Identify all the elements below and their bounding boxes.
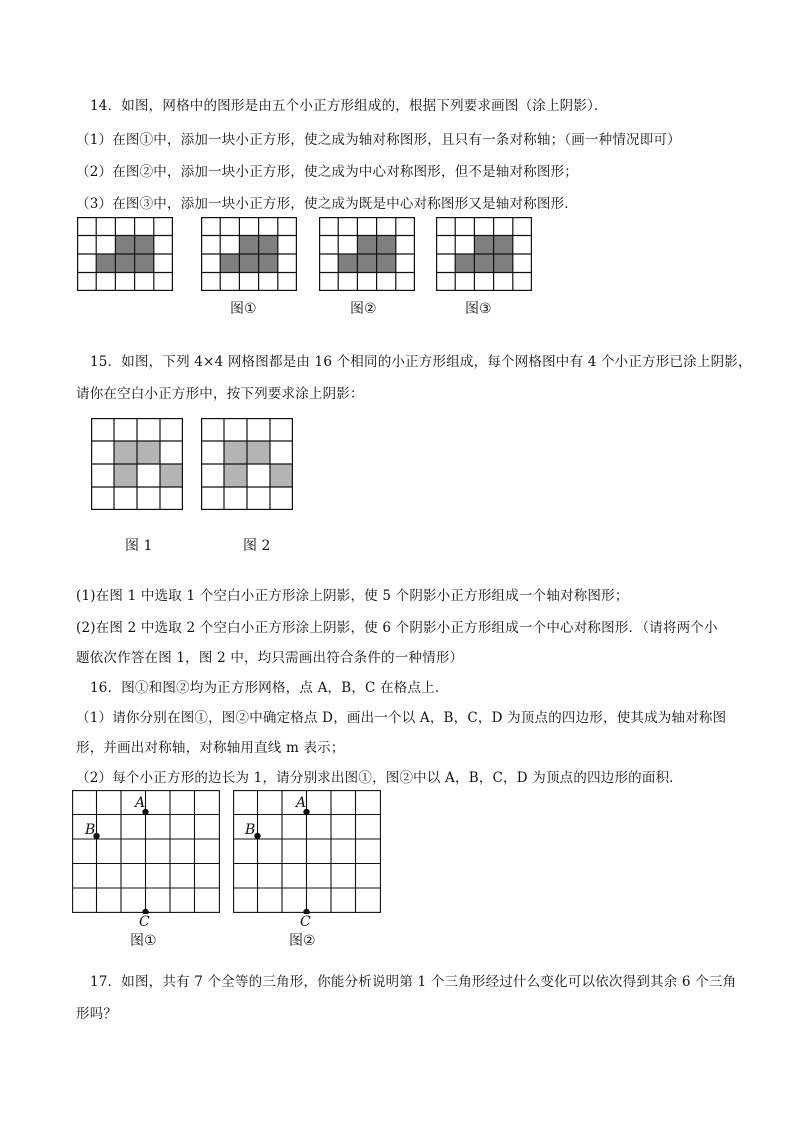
q16-part1-line2: 形，并画出对称轴，对称轴用直线 m 表示； xyxy=(76,740,345,756)
q15-grid-2 xyxy=(201,418,293,510)
q16-1-label-b: B xyxy=(85,822,96,838)
q15-stem-1: 15．如图，下列 4×4 网格图都是由 16 个相同的小正方形组成，每个网格图中有 4 个小正方形已涂上阴影， xyxy=(90,354,752,370)
q16-part1-line1: （1）请你分别在图①，图②中确定格点 D，画出一个以 A，B，C，D 为顶点的四边形，使其成为轴对称图 xyxy=(76,710,727,726)
q14-part1: （1）在图①中，添加一块小正方形，使之成为轴对称图形，且只有一条对称轴；（画一种情况即可） xyxy=(76,132,681,148)
q17-line-2: 形吗？ xyxy=(76,1006,118,1022)
q16-caption-1: 图① xyxy=(130,933,157,949)
q14-grid-0 xyxy=(77,217,173,291)
q15-caption-2: 图 2 xyxy=(243,538,271,554)
q14-grid-3 xyxy=(436,217,532,291)
q15-stem-2: 请你在空白小正方形中，按下列要求涂上阴影： xyxy=(76,386,364,402)
q16-1-label-a: A xyxy=(135,795,146,811)
q15-caption-1: 图 1 xyxy=(125,538,153,554)
q15-grid-1 xyxy=(91,418,183,510)
q14-caption-1: 图① xyxy=(230,301,257,317)
q16-2-label-c: C xyxy=(300,914,311,930)
q15-part2-line1: (2)在图 2 中选取 2 个空白小正方形涂上阴影，使 6 个阴影小正方形组成一个中心对称图形．（请将两个小 xyxy=(76,620,718,636)
q14-caption-2: 图② xyxy=(350,301,377,317)
q16-stem: 16．图①和图②均为正方形网格，点 A，B，C 在格点上． xyxy=(90,680,449,696)
q16-2-label-a: A xyxy=(296,795,307,811)
q14-part3: （3）在图③中，添加一块小正方形，使之成为既是中心对称图形又是轴对称图形． xyxy=(76,196,578,212)
q17-line-1: 17．如图，共有 7 个全等的三角形，你能分析说明第 1 个三角形经过什么变化可以依次得到其余 6 个三角 xyxy=(90,974,737,990)
q16-grid-2 xyxy=(233,790,381,914)
q16-2-label-b: B xyxy=(245,822,256,838)
q14-caption-3: 图③ xyxy=(465,301,492,317)
q16-grid-1 xyxy=(72,790,220,914)
q14-stem: 14．如图，网格中的图形是由五个小正方形组成的，根据下列要求画图（涂上阴影）． xyxy=(90,98,608,114)
q14-grid-1 xyxy=(201,217,297,291)
q14-part2: （2）在图②中，添加一块小正方形，使之成为中心对称图形，但不是轴对称图形； xyxy=(76,164,578,180)
q16-caption-2: 图② xyxy=(289,933,316,949)
q15-part1: (1)在图 1 中选取 1 个空白小正方形涂上阴影，使 5 个阴影小正方形组成一个轴对称图形； xyxy=(76,588,629,604)
q15-part2-line2: 题依次作答在图 1，图 2 中，均只需画出符合条件的一种情形） xyxy=(76,650,464,666)
q14-grid-2 xyxy=(319,217,415,291)
q16-part2: （2）每个小正方形的边长为 1，请分别求出图①，图②中以 A，B，C，D 为顶点的四边形的面积． xyxy=(76,770,683,786)
q16-1-label-c: C xyxy=(139,914,150,930)
